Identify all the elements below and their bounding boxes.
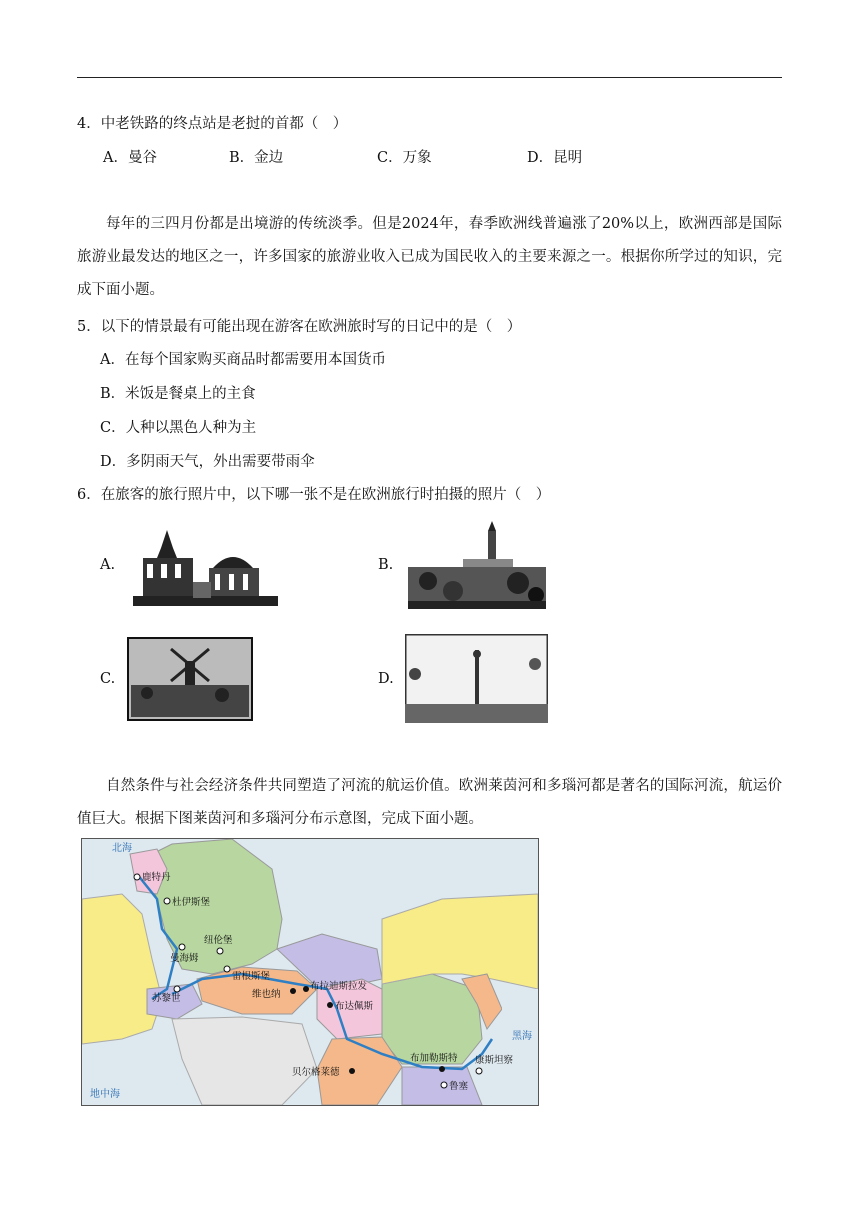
q4-option-c[interactable]: C．万象 [377, 150, 432, 166]
q5-option-a[interactable]: A．在每个国家购买商品时都需要用本国货币 [100, 352, 386, 368]
q4-option-d[interactable]: D．昆明 [527, 150, 583, 166]
city-belgrade: 贝尔格莱德 [292, 1067, 340, 1078]
q4-stem: 4．中老铁路的终点站是老挝的首都（ ） [77, 116, 348, 132]
city-mannheim: 曼海姆 [170, 953, 199, 964]
city-constanta: 康斯坦察 [475, 1055, 514, 1066]
q5-option-b[interactable]: B．米饭是餐桌上的主食 [100, 386, 256, 402]
passage-tourism-text: 每年的三四月份都是出境游的传统淡季。但是2024年，春季欧洲线普遍涨了20%以上，欧洲西部是国际旅游业最发达的地区之一，许多国家的旅游业收入已成为国民收入的主要来源之一。根据你所学过的知识，完成下面小题。 [77, 216, 782, 298]
header-rule [77, 77, 782, 78]
city-budapest: 布达佩斯 [335, 1001, 374, 1012]
city-duisburg: 杜伊斯堡 [172, 897, 211, 908]
q4-option-a[interactable]: A．曼谷 [103, 150, 157, 166]
sea-mediterranean: 地中海 [90, 1089, 120, 1100]
q5-stem: 5．以下的情景最有可能出现在游客在欧洲旅时写的日记中的是（ ） [77, 319, 522, 335]
city-vienna: 维也纳 [252, 989, 281, 1000]
q6-label-b[interactable]: B. [378, 557, 394, 573]
photo-c-windmill[interactable] [127, 637, 253, 721]
sea-black-sea: 黑海 [512, 1031, 532, 1042]
city-nuremberg: 纽伦堡 [204, 935, 233, 946]
passage-rivers [77, 770, 782, 836]
city-bucharest: 布加勒斯特 [410, 1053, 458, 1064]
city-regensburg: 雷根斯堡 [232, 971, 271, 982]
q4-option-b[interactable]: B．金边 [229, 150, 284, 166]
q6-label-c[interactable]: C. [100, 671, 116, 687]
passage-rivers-text: 自然条件与社会经济条件共同塑造了河流的航运价值。欧洲莱茵河和多瑙河都是著名的国际河流，航运价值巨大。根据下图莱茵河和多瑙河分布示意图，完成下面小题。 [77, 778, 782, 827]
q6-stem: 6．在旅客的旅行照片中，以下哪一张不是在欧洲旅行时拍摄的照片（ ） [77, 487, 551, 503]
passage-tourism [77, 208, 782, 307]
rhine-danube-map [81, 838, 539, 1106]
q5-option-d[interactable]: D．多阴雨天气，外出需要带雨伞 [100, 454, 315, 470]
photo-d-tower[interactable] [405, 634, 548, 723]
city-bratislava: 布拉迪斯拉发 [310, 981, 368, 992]
q6-label-a[interactable]: A. [100, 557, 116, 573]
city-rotterdam: 鹿特丹 [142, 872, 171, 883]
q6-label-d[interactable]: D. [378, 671, 394, 687]
photo-a-temple[interactable] [133, 528, 278, 606]
city-ruse: 鲁塞 [449, 1081, 469, 1092]
sea-north-sea: 北海 [112, 843, 132, 854]
city-zurich: 苏黎世 [152, 993, 181, 1004]
photo-b-church-town[interactable] [408, 521, 546, 609]
q5-option-c[interactable]: C．人种以黑色人种为主 [100, 420, 257, 436]
